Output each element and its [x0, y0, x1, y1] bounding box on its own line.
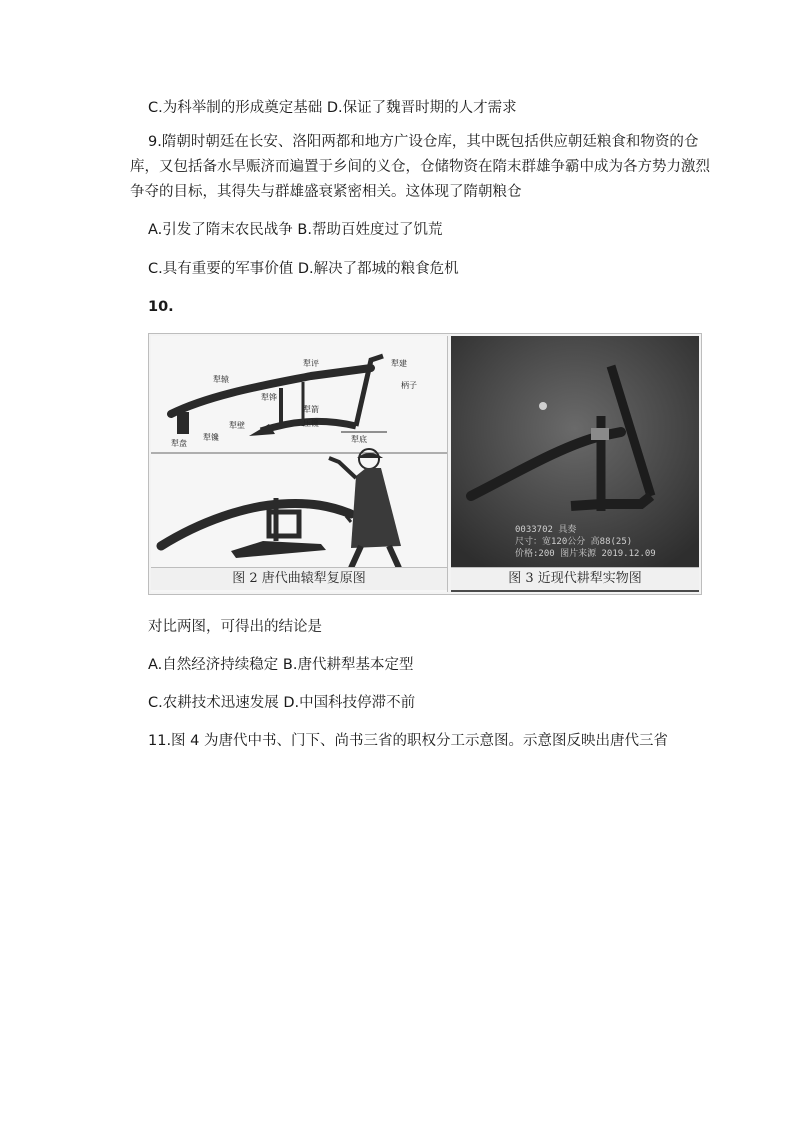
label-li-bi: 犁壁 [229, 421, 245, 430]
q9-options-cd: C.具有重要的军事价值 D.解决了都城的粮食危机 [148, 261, 459, 277]
figure-3-caption: 图 3 近现代耕犁实物图 [451, 567, 699, 590]
label-ya-chan: 压镵 [303, 419, 319, 428]
q9-options-ab: A.引发了隋末农民战争 B.帮助百姓度过了饥荒 [148, 222, 443, 238]
q10-options-ab: A.自然经济持续稳定 B.唐代耕犁基本定型 [148, 657, 414, 673]
q10-options-cd: C.农耕技术迅速发展 D.中国科技停滞不前 [148, 695, 416, 711]
q11-stem: 11.图 4 为唐代中书、门下、尚书三省的职权分工示意图。示意图反映出唐代三省 [148, 733, 669, 749]
figure-2-caption: 图 2 唐代曲辕犁复原图 [151, 567, 447, 590]
label-li-ce: 犁镵 [203, 433, 219, 442]
figure-3-modern-plow-photo [451, 336, 699, 592]
q10-prompt: 对比两图，可得出的结论是 [148, 619, 322, 635]
label-li-yuan: 犁辕 [213, 375, 229, 384]
label-li-hua: 犁铧 [261, 393, 277, 402]
photo-text-line2: 尺寸：宽120公分 高88(25) [515, 537, 633, 547]
q10-number: 10. [148, 299, 174, 315]
plow-diagram-illustration [151, 336, 447, 592]
photo-text-line1: 0033702 具奏 [515, 525, 577, 535]
label-li-jian: 犁箭 [303, 405, 319, 414]
q10-figures [148, 333, 702, 595]
photo-text-line3: 价格:200 图片来源 2019.12.09 [515, 549, 656, 559]
label-li-ping: 犁评 [303, 359, 319, 368]
q9-stem-line1: 9.隋朝时朝廷在长安、洛阳两都和地方广设仓库，其中既包括供应朝廷粮食和物资的仓 [148, 134, 699, 150]
label-li-di: 犁底 [351, 435, 367, 444]
figure-2-tang-plow [151, 336, 448, 592]
q9-stem-line2: 库，又包括备水旱赈济而遍置于乡间的义仓，仓储物资在隋末群雄争霸中成为各方势力激烈 [130, 159, 710, 175]
label-bing-zi: 柄子 [401, 381, 417, 390]
label-li-jian-top: 犁建 [391, 359, 407, 368]
q9-stem-line3: 争夺的目标，其得失与群雄盛衰紧密相关。这体现了隋朝粮仓 [130, 184, 522, 200]
q8-options-cd: C.为科举制的形成奠定基础 D.保证了魏晋时期的人才需求 [148, 100, 517, 116]
label-li-pan: 犁盘 [171, 439, 187, 448]
